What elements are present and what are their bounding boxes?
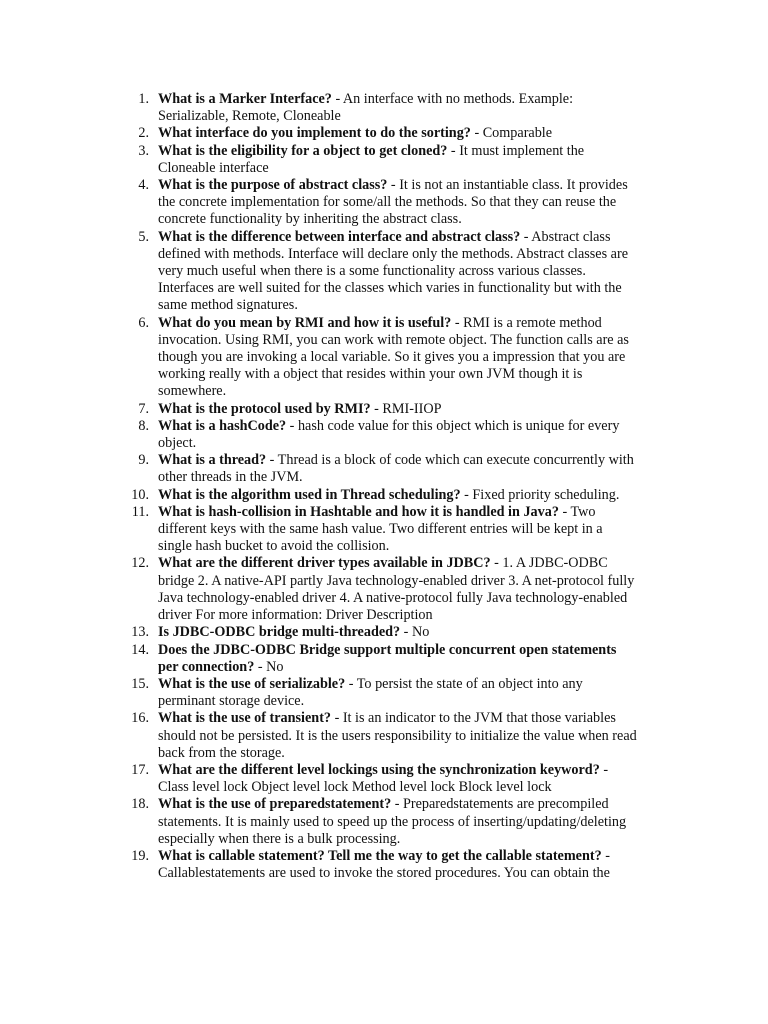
answer: - Class level lock Object level lock Method level lock Block level lock — [158, 761, 609, 796]
item-number: 14. — [131, 641, 149, 658]
question: What is the algorithm used in Thread scheduling? — [158, 486, 461, 503]
qa-item-15 — [0, 676, 640, 710]
answer: - It is not an instantiable class. It provides the concrete implementation for some/all the methods. So that they can reuse the concrete functionality by inheriting the abstract class. — [158, 177, 628, 228]
answer: - Callablestatements are used to invoke the stored procedures. You can obtain the — [158, 847, 610, 882]
question: What interface do you implement to do the sorting? — [158, 125, 471, 142]
qa-item-9 — [0, 452, 640, 486]
answer: - Fixed priority scheduling. — [460, 486, 620, 503]
question: Is JDBC-ODBC bridge multi-threaded? — [158, 624, 401, 641]
qa-item-17 — [0, 762, 640, 796]
answer: - Comparable — [470, 125, 553, 142]
item-number: 17. — [131, 761, 149, 778]
item-number: 11. — [131, 503, 149, 520]
answer: - It is an indicator to the JVM that those variables should not be persisted. It is the users responsibility to initialize the value when read back from the storage. — [158, 710, 637, 761]
qa-item-1 — [0, 91, 640, 125]
qa-item-16 — [0, 710, 640, 762]
answer: - Two different keys with the same hash value. Two different entries will be kept in a single hash bucket to avoid the collision. — [158, 503, 603, 555]
item-number: 15. — [131, 675, 149, 692]
qa-item-6 — [0, 315, 640, 401]
answer: - hash code value for this object which is unique for every object. — [158, 417, 620, 452]
answer: - It must implement the Cloneable interface — [158, 142, 585, 176]
item-number: 1. — [138, 91, 149, 107]
question: What is the purpose of abstract class? — [158, 177, 388, 194]
question: What is the difference between interface and abstract class? — [158, 228, 521, 245]
answer: - An interface with no methods. Example: Serializable, Remote, Cloneable — [158, 91, 574, 125]
item-number: 18. — [131, 796, 149, 813]
item-number: 8. — [138, 417, 149, 434]
qa-list — [0, 91, 768, 882]
qa-item-2 — [0, 125, 640, 142]
item-number: 9. — [138, 452, 149, 469]
question: What is hash-collision in Hashtable and how it is handled in Java? — [158, 503, 559, 520]
qa-item-5 — [0, 229, 640, 315]
qa-item-18 — [0, 796, 640, 848]
item-number: 10. — [131, 486, 149, 503]
qa-item-13 — [0, 624, 640, 641]
item-number: 7. — [138, 400, 149, 417]
question: What is the use of transient? — [158, 710, 332, 727]
question: What are the different level lockings using the synchronization keyword? — [158, 761, 600, 778]
answer: - RMI is a remote method invocation. Using RMI, you can work with remote object. The function calls are as though you are invoking a local variable. So it gives you a impression that you are working really with a object that resides within your own JVM though it is somewhere. — [158, 314, 629, 400]
item-number: 19. — [131, 847, 149, 864]
item-number: 2. — [138, 125, 149, 142]
answer: - No — [400, 624, 430, 641]
question: What is a Marker Interface? — [158, 91, 332, 107]
item-number: 12. — [131, 555, 149, 572]
qa-item-3 — [0, 143, 640, 177]
answer: - RMI-IIOP — [370, 400, 442, 417]
item-number: 16. — [131, 710, 149, 727]
answer: - Thread is a block of code which can execute concurrently with other threads in the JVM. — [158, 452, 634, 486]
question: What is a thread? — [158, 452, 267, 469]
question: What is the protocol used by RMI? — [158, 400, 371, 417]
item-number: 13. — [131, 624, 149, 641]
question: What is the eligibility for a object to get cloned? — [158, 142, 448, 159]
qa-item-10 — [0, 487, 640, 504]
item-number: 4. — [138, 177, 149, 194]
question: What is callable statement? Tell me the way to get the callable statement? — [158, 847, 602, 864]
question: What is the use of preparedstatement? — [158, 796, 392, 813]
item-number: 3. — [138, 142, 149, 159]
answer: - Preparedstatements are precompiled statements. It is mainly used to speed up the process of inserting/updating/deleting especially when there is a bulk processing. — [158, 796, 627, 847]
qa-item-11 — [0, 504, 640, 556]
answer: - Abstract class defined with methods. Interface will declare only the methods. Abstract classes are very much useful when there is a some functionality across various classes. Interfaces are well suited for the classes which varies in functionality but with the same method signatures. — [158, 228, 628, 314]
item-number: 6. — [138, 314, 149, 331]
answer: - 1. A JDBC-ODBC bridge 2. A native-API partly Java technology-enabled driver 3. A net-protocol fully Java technology-enabled driver 4. A native-protocol fully Java technology-enabled driver For more information: Driver Description — [158, 555, 635, 624]
question: What do you mean by RMI and how it is useful? — [158, 314, 452, 331]
qa-item-19 — [0, 848, 640, 882]
qa-item-12 — [0, 555, 640, 624]
answer: - To persist the state of an object into any perminant storage device. — [158, 675, 583, 710]
item-number: 5. — [138, 228, 149, 245]
question: What is a hashCode? — [158, 417, 287, 434]
qa-item-7 — [0, 401, 640, 418]
answer: - No — [254, 658, 284, 675]
question: Does the JDBC-ODBC Bridge support multiple concurrent open statements per connection? — [158, 641, 617, 675]
question: What are the different driver types available in JDBC? — [158, 555, 491, 572]
qa-item-8 — [0, 418, 640, 452]
question: What is the use of serializable? — [158, 675, 346, 692]
qa-item-4 — [0, 177, 640, 229]
qa-item-14 — [0, 642, 640, 676]
